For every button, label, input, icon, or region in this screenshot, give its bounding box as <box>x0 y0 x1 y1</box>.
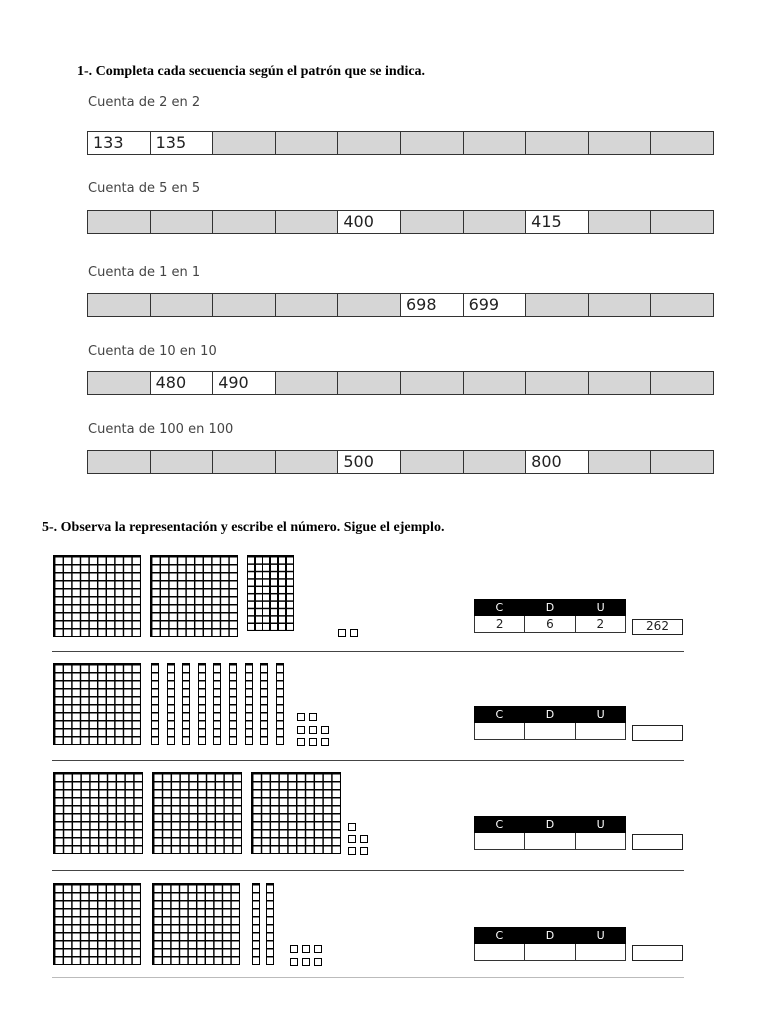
sequence-row <box>87 131 714 155</box>
row-separator <box>52 977 684 978</box>
sequence-label: Cuenta de 2 en 2 <box>88 95 201 110</box>
section1-heading: 1-. Completa cada secuencia según el patrón que se indica. <box>77 64 426 79</box>
sequence-cell-given: 480 <box>151 372 214 394</box>
cdu-values <box>474 723 626 740</box>
row-separator <box>52 760 684 761</box>
cdu-header-cell: D <box>545 708 555 721</box>
sequence-cell-given: 500 <box>338 451 401 473</box>
sequence-cell-blank[interactable] <box>651 294 713 316</box>
unit-cube <box>309 726 317 734</box>
cdu-value-cell[interactable] <box>576 723 625 739</box>
unit-cube <box>290 958 298 966</box>
sequence-cell-blank[interactable] <box>276 294 339 316</box>
sequence-cell-blank[interactable] <box>88 294 151 316</box>
sequence-cell-blank[interactable] <box>338 372 401 394</box>
unit-cube <box>314 958 322 966</box>
unit-cube <box>360 835 368 843</box>
cdu-values <box>474 944 626 961</box>
unit-cube <box>297 738 305 746</box>
sequence-cell-blank[interactable] <box>464 211 527 233</box>
ten-rod <box>276 663 284 745</box>
cdu-header-cell: D <box>545 929 555 942</box>
cdu-table <box>474 816 626 850</box>
cdu-table <box>474 706 626 740</box>
cdu-values <box>474 833 626 850</box>
sequence-cell-blank[interactable] <box>651 211 713 233</box>
sequence-cell-blank[interactable] <box>151 294 214 316</box>
sequence-label: Cuenta de 10 en 10 <box>88 344 217 359</box>
cdu-header <box>474 927 626 944</box>
cdu-value-cell[interactable] <box>475 944 525 960</box>
sequence-cell-blank[interactable] <box>276 132 339 154</box>
sequence-row <box>87 450 714 474</box>
sequence-cell-given: 415 <box>526 211 589 233</box>
cdu-header-cell: C <box>495 818 504 831</box>
unit-cube <box>348 847 356 855</box>
ten-rod <box>286 555 294 631</box>
hundred-flat <box>150 555 238 637</box>
ten-rod <box>229 663 237 745</box>
cdu-header-cell: C <box>495 601 504 614</box>
hundred-flat <box>53 663 141 745</box>
sequence-cell-blank[interactable] <box>526 132 589 154</box>
sequence-cell-blank[interactable] <box>651 132 713 154</box>
unit-cube <box>321 726 329 734</box>
sequence-cell-blank[interactable] <box>589 372 652 394</box>
answer-box: 262 <box>632 619 683 635</box>
unit-cube <box>290 945 298 953</box>
sequence-cell-blank[interactable] <box>651 372 713 394</box>
sequence-cell-blank[interactable] <box>88 211 151 233</box>
sequence-cell-given: 400 <box>338 211 401 233</box>
row-separator <box>52 870 684 871</box>
unit-cube <box>302 945 310 953</box>
ten-rod <box>182 663 190 745</box>
sequence-cell-blank[interactable] <box>88 372 151 394</box>
unit-cube <box>348 823 356 831</box>
cdu-header-cell: D <box>545 601 555 614</box>
section5-heading: 5-. Observa la representación y escribe el número. Sigue el ejemplo. <box>42 520 445 535</box>
sequence-cell-blank[interactable] <box>276 372 339 394</box>
sequence-cell-given: 135 <box>151 132 214 154</box>
sequence-row <box>87 371 714 395</box>
sequence-cell-blank[interactable] <box>526 294 589 316</box>
sequence-cell-blank[interactable] <box>589 451 652 473</box>
cdu-value-cell: 6 <box>525 616 575 632</box>
cdu-table <box>474 599 626 633</box>
ten-rod <box>213 663 221 745</box>
unit-cube <box>309 713 317 721</box>
sequence-label: Cuenta de 5 en 5 <box>88 181 201 196</box>
sequence-cell-given: 699 <box>464 294 527 316</box>
cdu-header-cell: C <box>495 708 504 721</box>
cdu-value-cell: 2 <box>596 617 605 631</box>
sequence-cell-blank[interactable] <box>464 372 527 394</box>
cdu-value-cell[interactable] <box>525 944 575 960</box>
sequence-cell-blank[interactable] <box>151 211 214 233</box>
sequence-cell-blank[interactable] <box>338 132 401 154</box>
ten-rod <box>252 883 260 965</box>
sequence-cell-blank[interactable] <box>401 451 464 473</box>
cdu-header-cell: U <box>596 818 605 831</box>
sequence-cell-blank[interactable] <box>589 294 652 316</box>
hundred-flat <box>251 772 341 854</box>
sequence-cell-given: 133 <box>88 132 151 154</box>
cdu-value-cell[interactable] <box>576 944 625 960</box>
hundred-flat <box>53 883 141 965</box>
cdu-value-cell: 2 <box>475 616 525 632</box>
unit-cube <box>297 726 305 734</box>
ten-rod <box>167 663 175 745</box>
cdu-header-cell: U <box>596 601 605 614</box>
hundred-flat <box>152 772 242 854</box>
sequence-cell-given: 800 <box>526 451 589 473</box>
sequence-cell-blank[interactable] <box>276 451 339 473</box>
ten-rod <box>245 663 253 745</box>
hundred-flat <box>53 555 141 637</box>
unit-cube <box>360 847 368 855</box>
sequence-cell-given: 698 <box>401 294 464 316</box>
sequence-cell-blank[interactable] <box>464 132 527 154</box>
unit-cube <box>338 629 346 637</box>
cdu-header <box>474 706 626 723</box>
sequence-cell-blank[interactable] <box>276 211 339 233</box>
sequence-row <box>87 210 714 234</box>
cdu-header-cell: C <box>495 929 504 942</box>
sequence-cell-given: 490 <box>213 372 276 394</box>
sequence-cell-blank[interactable] <box>213 294 276 316</box>
sequence-cell-blank[interactable] <box>401 132 464 154</box>
unit-cube <box>314 945 322 953</box>
sequence-cell-blank[interactable] <box>651 451 713 473</box>
sequence-cell-blank[interactable] <box>338 294 401 316</box>
cdu-value-cell[interactable] <box>525 723 575 739</box>
sequence-cell-blank[interactable] <box>213 132 276 154</box>
unit-cube <box>297 713 305 721</box>
answer-box[interactable] <box>632 725 683 741</box>
ten-rod <box>198 663 206 745</box>
cdu-values <box>474 616 626 633</box>
sequence-label: Cuenta de 100 en 100 <box>88 422 234 437</box>
sequence-label: Cuenta de 1 en 1 <box>88 265 201 280</box>
answer-box[interactable] <box>632 945 683 961</box>
unit-cube <box>302 958 310 966</box>
hundred-flat <box>152 883 240 965</box>
unit-cube <box>309 738 317 746</box>
cdu-header-cell: D <box>545 818 555 831</box>
cdu-header <box>474 816 626 833</box>
unit-cube <box>321 738 329 746</box>
sequence-cell-blank[interactable] <box>88 451 151 473</box>
answer-box[interactable] <box>632 834 683 850</box>
ten-rod <box>266 883 274 965</box>
sequence-cell-blank[interactable] <box>526 372 589 394</box>
cdu-table <box>474 927 626 961</box>
cdu-value-cell[interactable] <box>576 833 625 849</box>
ten-rod <box>260 663 268 745</box>
row-separator <box>52 651 684 652</box>
cdu-header-cell: U <box>596 929 605 942</box>
hundred-flat <box>53 772 143 854</box>
sequence-cell-blank[interactable] <box>401 211 464 233</box>
sequence-cell-blank[interactable] <box>401 372 464 394</box>
sequence-row <box>87 293 714 317</box>
cdu-value-cell[interactable] <box>475 833 525 849</box>
ten-rod <box>151 663 159 745</box>
cdu-value-cell[interactable] <box>475 723 525 739</box>
sequence-cell-blank[interactable] <box>151 451 214 473</box>
cdu-header-cell: U <box>596 708 605 721</box>
unit-cube <box>350 629 358 637</box>
sequence-cell-blank[interactable] <box>213 451 276 473</box>
cdu-value-cell[interactable] <box>525 833 575 849</box>
sequence-cell-blank[interactable] <box>464 451 527 473</box>
unit-cube <box>348 835 356 843</box>
sequence-cell-blank[interactable] <box>589 211 652 233</box>
sequence-cell-blank[interactable] <box>213 211 276 233</box>
sequence-cell-blank[interactable] <box>589 132 652 154</box>
cdu-header <box>474 599 626 616</box>
